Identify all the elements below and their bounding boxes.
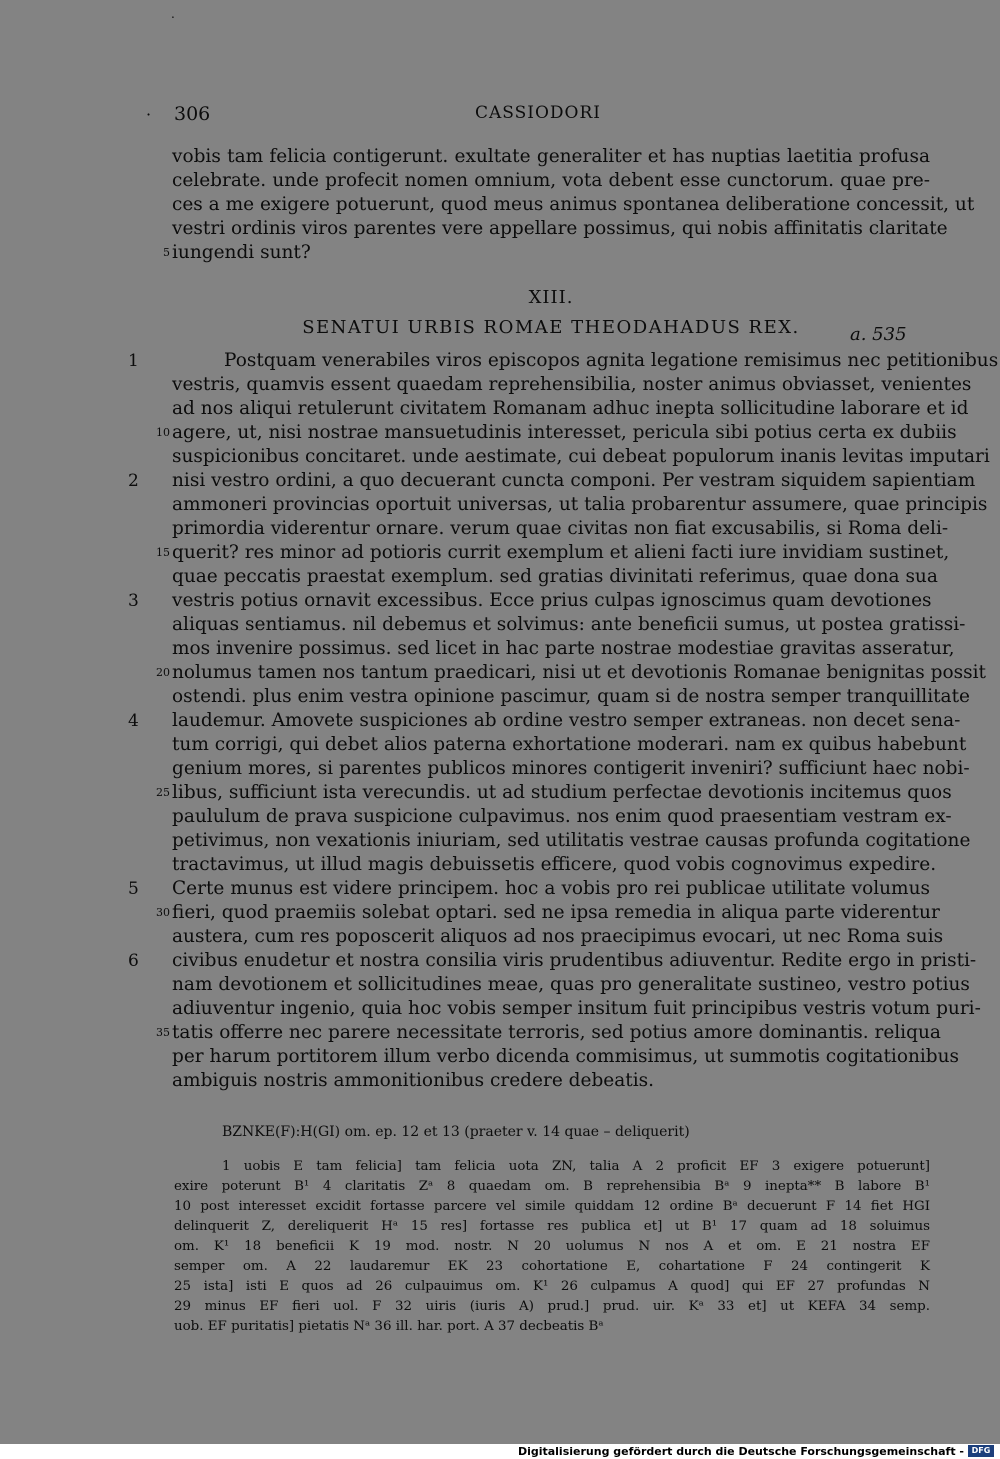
text-line: ostendi. plus enim vestra opinione pascimur, quam si de nostra semper tranquillitate [172, 686, 970, 707]
section-marker: 3 [128, 591, 139, 611]
text-line: ammoneri provincias oportuit universas, ut talia probarentur assumere, quae principis [172, 494, 988, 515]
line-number: 35 [156, 1026, 170, 1039]
apparatus-sigla: BZNKE(F):H(GI) om. ep. 12 et 13 (praeter v. 14 quae – deliquerit) [222, 1124, 690, 1140]
text-line: celebrate. unde profecit nomen omnium, vota debent esse cunctorum. quae pre- [172, 170, 930, 191]
line-number: 25 [156, 786, 170, 799]
text-line: quae peccatis praestat exemplum. sed gratias divinitati referimus, quae dona sua [172, 566, 938, 587]
text-line: civibus enudetur et nostra consilia viris prudentibus adiuventur. Redite ergo in pristi- [172, 950, 977, 971]
text-line: vestris potius ornavit excessibus. Ecce prius culpas ignoscimus quam devotiones [172, 590, 932, 611]
footer-bar [0, 1444, 1000, 1459]
text-line: primordia viderentur ornare. verum quae civitas non fiat excusabilis, si Roma deli- [172, 518, 949, 539]
text-line: laudemur. Amovete suspiciones ab ordine vestro semper extraneas. non decet sena- [172, 710, 961, 731]
text-line: adiuventur ingenio, quia hoc vobis semper insitum fuit principibus vestris votum puri- [172, 998, 981, 1019]
text-line: Certe munus est videre principem. hoc a vobis pro rei publicae utilitate volumus [172, 878, 930, 899]
section-marker: 5 [128, 879, 139, 899]
text-line: ad nos aliqui retulerunt civitatem Romanam adhuc inepta sollicitudine laborare et id [172, 398, 969, 419]
letter-title: SENATUI URBIS ROMAE THEODAHADUS REX. [302, 317, 800, 338]
text-line: vestris, quamvis essent quaedam reprehensibilia, noster animus obviasset, venientes [172, 374, 972, 395]
header-dot: · [146, 105, 152, 124]
section-marker: 1 [128, 351, 139, 371]
date-note: a. 535 [850, 324, 907, 345]
text-line: per harum portitorem illum verbo dicenda commisimus, ut summotis cogitationibus [172, 1046, 960, 1067]
text-line: genium mores, si parentes publicos minores contigerit inveniri? sufficiunt haec nobi- [172, 758, 970, 779]
apparatus-line: delinquerit Z, dereliquerit Hᵃ 15 res] fortasse res publica et] ut B¹ 17 quam ad 18 soluimus [174, 1219, 930, 1234]
text-line: aliquas sentiamus. nil debemus et solvimus: ante beneficii sumus, ut postea gratissi- [172, 614, 966, 635]
text-line: vobis tam felicia contigerunt. exultate generaliter et has nuptias laetitia profusa [172, 146, 930, 167]
line-number: 30 [156, 906, 170, 919]
text-line: querit? res minor ad potioris currit exemplum et alieni facti iure invidiam sustinet, [172, 542, 950, 563]
apparatus-line: exire poterunt B¹ 4 claritatis Zᵃ 8 quaedam om. B reprehensibia Bᵃ 9 inepta** B labore B¹ [174, 1179, 930, 1194]
page-header [146, 103, 930, 131]
text-line: paululum de prava suspicione culpavimus. nos enim quod praesentiam vestram ex- [172, 806, 952, 827]
section-marker: 6 [128, 951, 139, 971]
text-line: iungendi sunt? [172, 242, 311, 263]
text-line: ambiguis nostris ammonitionibus credere debeatis. [172, 1070, 654, 1091]
stray-dot: . [171, 7, 175, 21]
page-number: 306 [174, 103, 211, 125]
apparatus-line: semper om. A 22 laudaremur EK 23 cohortatione E, cohartatione F 24 contingerit K [174, 1259, 930, 1274]
text-line: mos invenire possimus. sed licet in hac parte nostrae modestiae gravitas asseratur, [172, 638, 955, 659]
text-line: libus, sufficiunt ista verecundis. ut ad studium perfectae devotionis incitemus quos [172, 782, 952, 803]
text-line: austera, cum res poposcerit aliquos ad nos praecipimus evocari, ut nec Roma suis [172, 926, 944, 947]
text-line: nolumus tamen nos tantum praedicari, nisi ut et devotionis Romanae benignitas possit [172, 662, 986, 683]
line-number: 10 [156, 426, 170, 439]
text-line: tractavimus, ut illud magis debuissetis efficere, quod vobis cognovimus expedire. [172, 854, 937, 875]
text-line: tum corrigi, qui debet alios paterna exhortatione moderari. nam ex quibus habebunt [172, 734, 967, 755]
text-line: vestri ordinis viros parentes vere appellare possimus, qui nobis affinitatis claritate [172, 218, 948, 239]
text-line: Postquam venerabiles viros episcopos agnita legatione remisimus nec petitionibus [224, 350, 999, 371]
text-line: nam devotionem et sollicitudines meae, quas pro generalitate sustineo, vestro potius [172, 974, 970, 995]
footer-text: Digitalisierung gefördert durch die Deutsche Forschungsgemeinschaft - [517, 1445, 964, 1458]
line-number: 20 [156, 666, 170, 679]
apparatus-line: 25 ista] isti E quos ad 26 culpauimus om. K¹ 26 culpamus A quod] qui EF 27 profundas N [174, 1279, 930, 1294]
text-line: agere, ut, nisi nostrae mansuetudinis interesset, pericula sibi potius certa ex dubiis [172, 422, 957, 443]
apparatus-line: om. K¹ 18 beneficii K 19 mod. nostr. N 20 uolumus N nos A et om. E 21 nostra EF [174, 1239, 930, 1254]
text-line: petivimus, non vexationis iniuriam, sed utilitatis vestrae causas profunda cogitatione [172, 830, 971, 851]
text-line: fieri, quod praemiis solebat optari. sed ne ipsa remedia in aliqua parte viderentur [172, 902, 940, 923]
dfg-logo-icon: DFG [968, 1445, 994, 1457]
apparatus-line: 1 uobis E tam felicia] tam felicia uota ZN, talia A 2 proficit EF 3 exigere potuerunt] [222, 1159, 930, 1174]
text-line: tatis offerre nec parere necessitate terroris, sed potius amore dominantis. reliqua [172, 1022, 941, 1043]
running-head: CASSIODORI [474, 103, 601, 123]
line-number: 15 [156, 546, 170, 559]
apparatus-line: 10 post interesset excidit fortasse parcere vel simile quiddam 12 ordine Bᵃ decuerunt F 14 fiet HGI [174, 1199, 930, 1214]
text-line: ces a me exigere potuerunt, quod meus animus spontanea deliberatione concessit, ut [172, 194, 975, 215]
text-line: suspicionibus concitaret. unde aestimate, cui debeat populorum inanis levitas imputari [172, 446, 990, 467]
line-number: 5 [163, 246, 170, 259]
apparatus-line: 29 minus EF fieri uol. F 32 uiris (iuris A) prud.] prud. uir. Kᵃ 33 et] ut KEFA 34 semp. [174, 1299, 930, 1314]
apparatus-line: uob. EF puritatis] pietatis Nᵃ 36 ill. har. port. A 37 decbeatis Bᵃ [174, 1319, 604, 1334]
section-marker: 2 [128, 471, 139, 491]
section-number: XIII. [528, 287, 574, 308]
section-marker: 4 [128, 711, 139, 731]
text-line: nisi vestro ordini, a quo decuerant cuncta componi. Per vestram siquidem sapientiam [172, 470, 976, 491]
